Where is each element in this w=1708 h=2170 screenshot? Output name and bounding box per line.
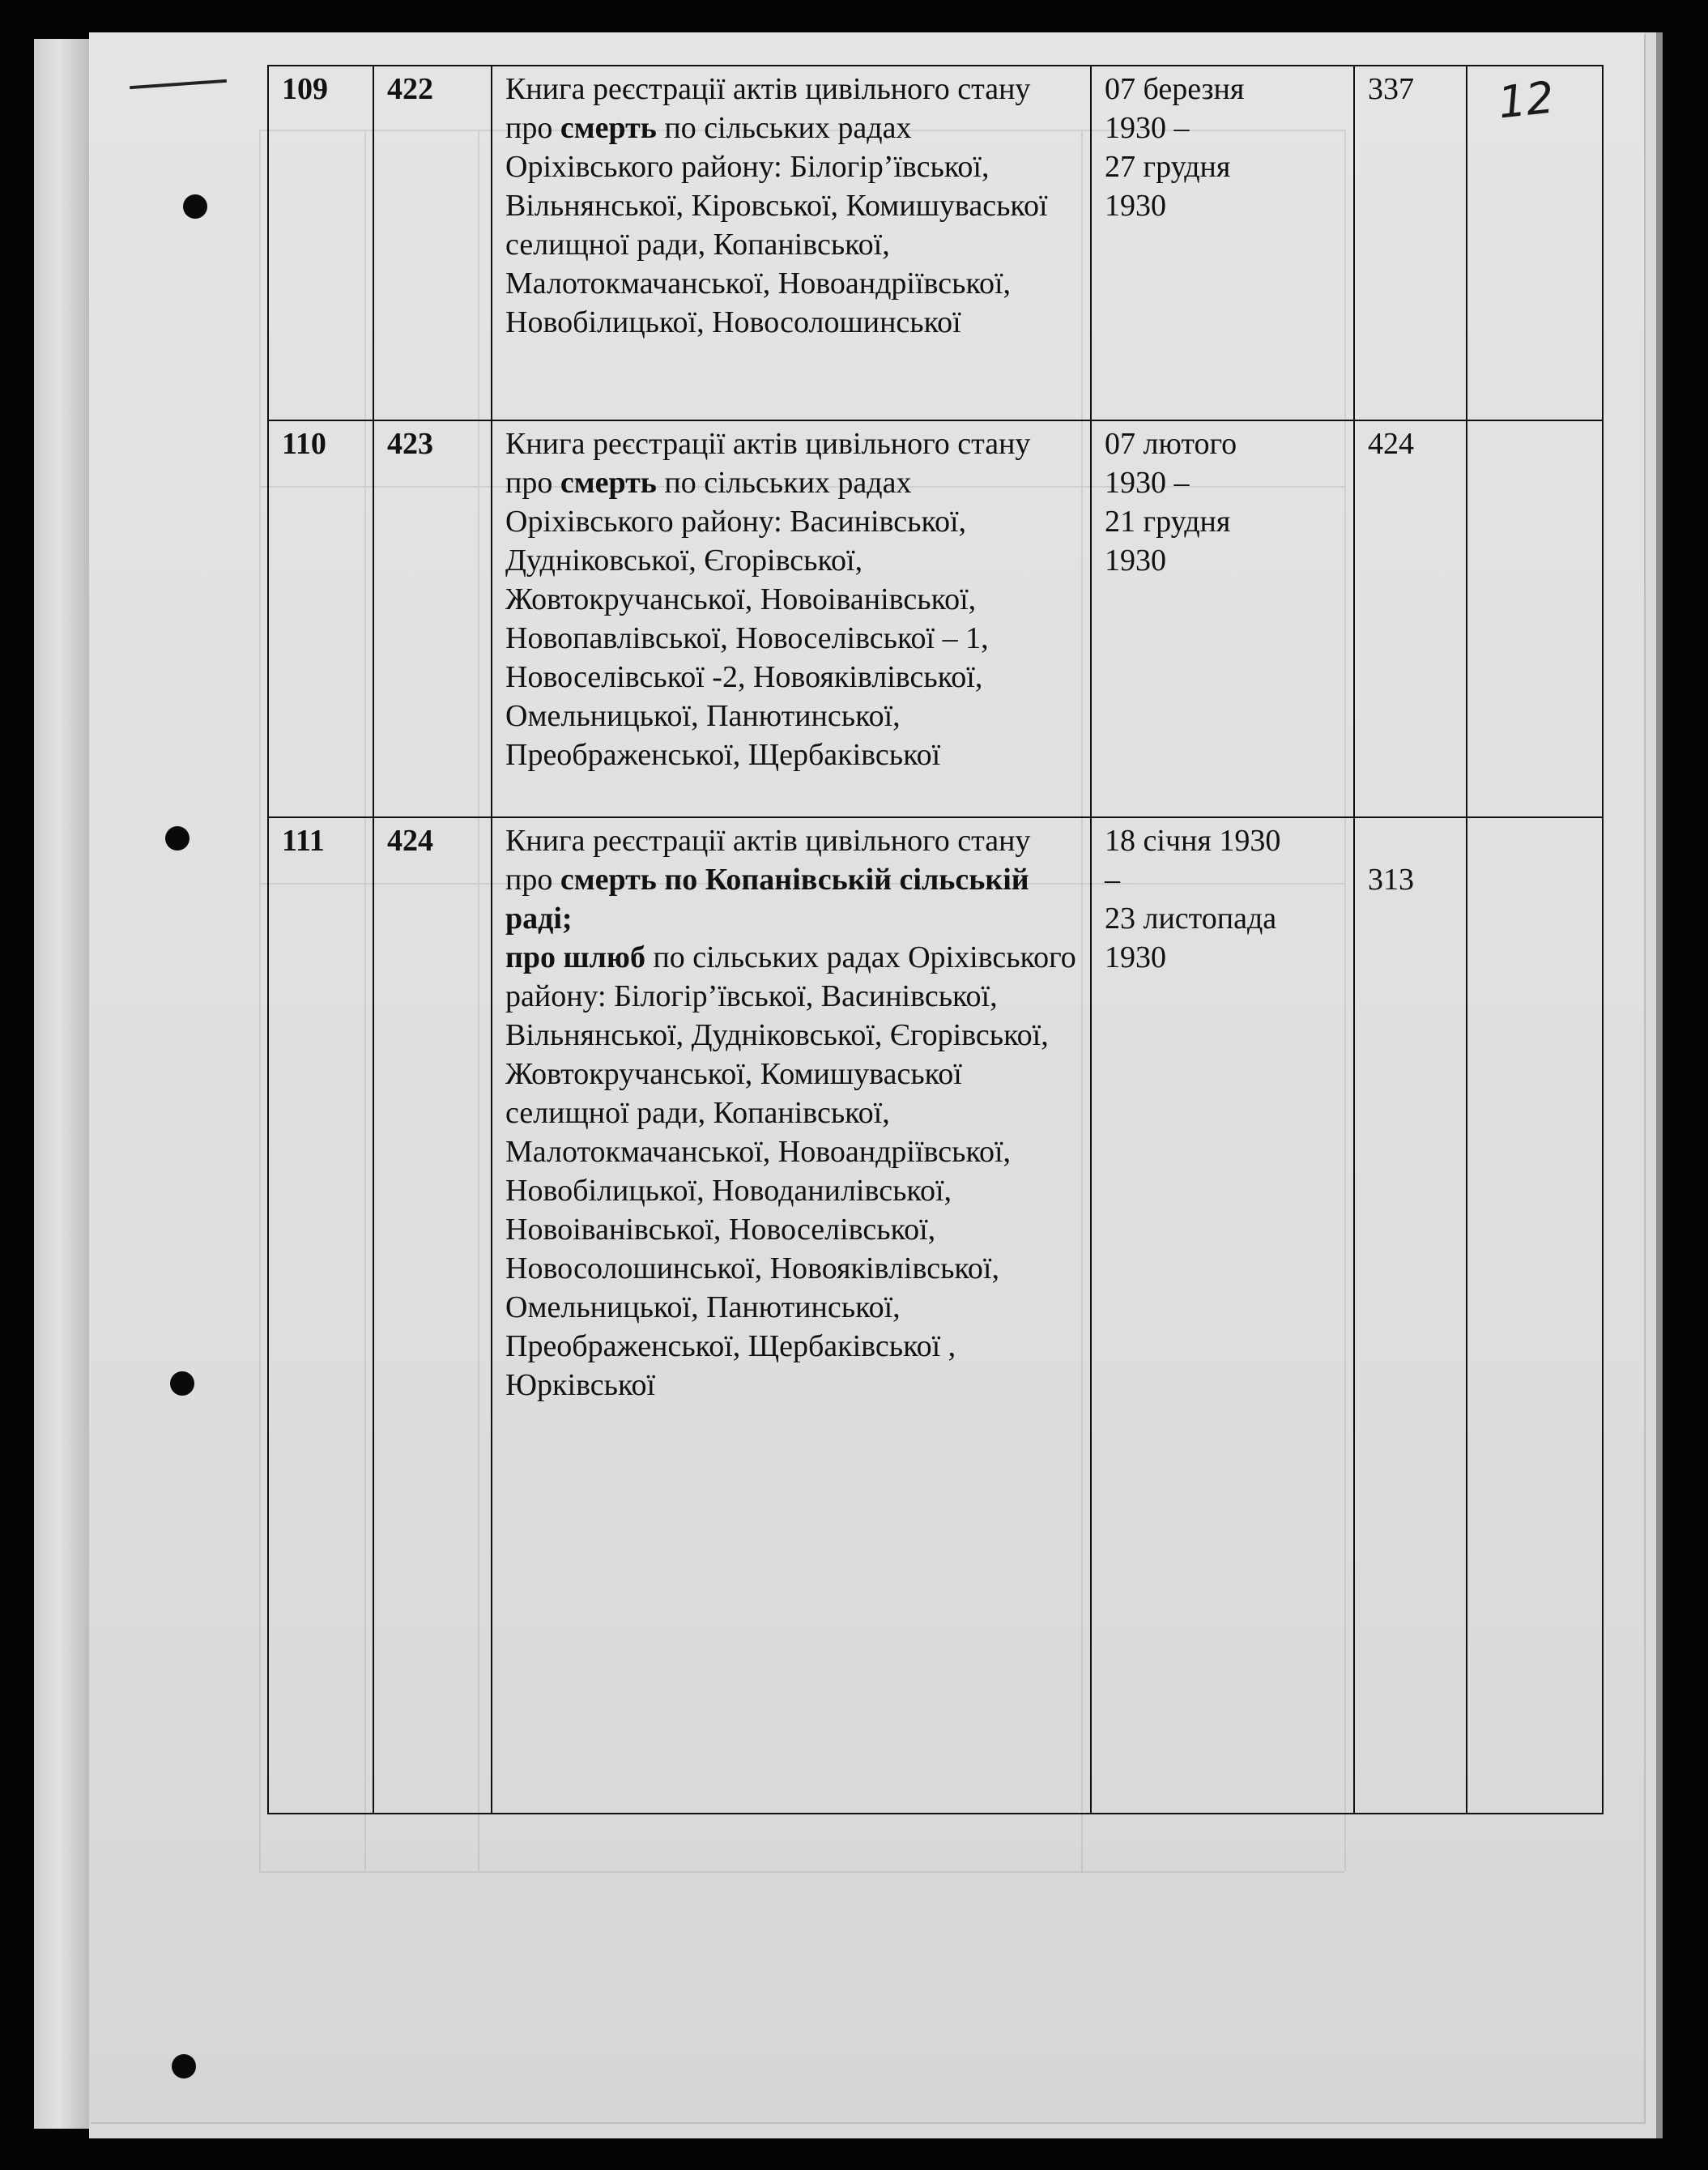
date-line: 18 січня 1930 xyxy=(1105,824,1281,858)
table-row xyxy=(268,420,1603,817)
punch-hole-4 xyxy=(172,2054,196,2078)
sheet-count xyxy=(1354,817,1467,1814)
sheet-count: 337 xyxy=(1354,66,1467,420)
date-range xyxy=(1091,66,1354,420)
date-line: 1930 xyxy=(1105,940,1166,974)
date-range xyxy=(1091,817,1354,1814)
file-title xyxy=(492,66,1091,420)
title-text: Книга реєстрації актів цивільного стану про xyxy=(505,427,1031,500)
date-line: 23 листопада xyxy=(1105,902,1277,936)
register-table xyxy=(267,65,1604,1814)
date-line: 21 грудня xyxy=(1105,505,1231,539)
date-line: 27 грудня xyxy=(1105,150,1231,184)
date-range xyxy=(1091,420,1354,817)
date-line: 1930 – xyxy=(1105,111,1190,145)
file-code: 424 xyxy=(373,817,492,1814)
title-bold-text: смерть по Копанівській сільській раді; xyxy=(505,863,1029,936)
binder-edge xyxy=(34,39,91,2129)
title-bold-text: про шлюб xyxy=(505,940,645,974)
title-bold-text: смерть xyxy=(560,111,657,145)
file-code: 422 xyxy=(373,66,492,420)
note-cell xyxy=(1467,420,1603,817)
file-code: 423 xyxy=(373,420,492,817)
date-line: 1930 – xyxy=(1105,466,1190,500)
row-number: 110 xyxy=(268,420,373,817)
date-line: – xyxy=(1105,863,1120,897)
sheet-count: 424 xyxy=(1354,420,1467,817)
title-bold-text: смерть xyxy=(560,466,657,500)
file-title xyxy=(492,817,1091,1814)
table-row xyxy=(268,66,1603,420)
punch-hole-2 xyxy=(165,826,190,851)
title-text: по сільських радах Оріхівського району: Білогір’ївської, Васинівської, Вільнянської, Дудніковської, Єгорівської, Жовтокручанської, Комишуваської селищної ради, Копанівської, Малотокмачанської, Новоандріївської, Новобілицької, Новоданилівської, Новоіванівської, Новоселівської, Новосолошинської, Новояківлівської, Омельницької, Панютинської, Преображенської, Щербаківської , Юрківської xyxy=(505,940,1076,1402)
title-text: Книга реєстрації актів цивільного стану про xyxy=(505,824,1031,897)
punch-hole-1 xyxy=(183,194,207,219)
note-cell xyxy=(1467,817,1603,1814)
title-text: по сільських радах Оріхівського району: Білогір’ївської, Вільнянської, Кіровської, Комишуваської селищної ради, Копанівської, Малотокмачанської, Новоандріївської, Новобілицької, Новосолошинської xyxy=(505,111,1048,339)
row-number: 109 xyxy=(268,66,373,420)
date-line: 1930 xyxy=(1105,189,1166,223)
title-text: по сільських радах Оріхівського району: Васинівської, Дудніковської, Єгорівської, Жовтокручанської, Новоіванівської, Новопавлівської, Новоселівської – 1, Новоселівської -2, Новояківлівської, Омельницької, Панютинської, Преображенської, Щербаківської xyxy=(505,466,989,772)
file-title xyxy=(492,420,1091,817)
row-number: 111 xyxy=(268,817,373,1814)
sheet-count-value: 313 xyxy=(1368,863,1414,897)
folio-number: 12 xyxy=(1495,71,1557,129)
title-text: Книга реєстрації актів цивільного стану про xyxy=(505,72,1031,145)
date-line: 1930 xyxy=(1105,544,1166,578)
punch-hole-3 xyxy=(170,1371,194,1396)
date-line: 07 березня xyxy=(1105,72,1245,106)
table-row xyxy=(268,817,1603,1814)
date-line: 07 лютого xyxy=(1105,427,1237,461)
